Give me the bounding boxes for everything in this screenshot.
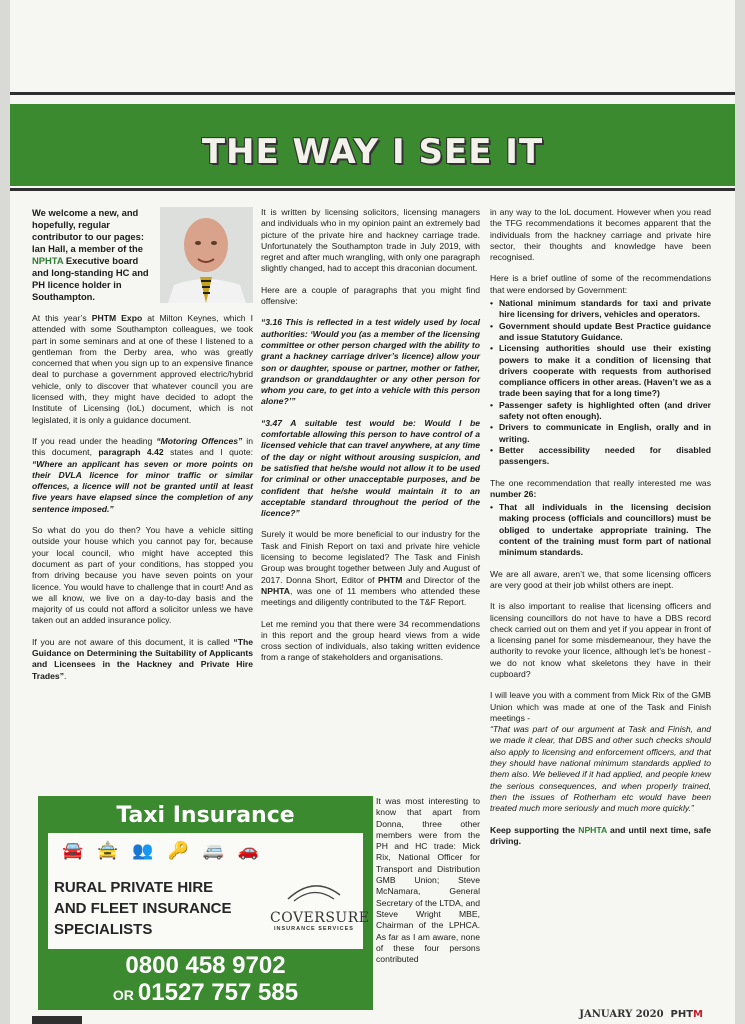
key-icon: 🔑: [167, 841, 189, 860]
col1-paragraph-2: If you read under the heading “Motoring Offences” in this document, paragraph 4.42 states and I quote: “Where an applicant has seven or more points on their DVLA licence for minor traffic or similar offences, a licence will not be granted until at least five years have elapsed since the completion of any sentence imposed.”: [32, 435, 254, 514]
title-rule: [10, 188, 735, 191]
logo-name: COVERSURE: [270, 910, 370, 926]
car-small-icon: 🚗: [237, 841, 260, 860]
col3-paragraph-1: in any way to the IoL document. However when you read the TFG recommendations it becomes apparent that the individuals from the hackney carriage and private hire sector, their thoughts and knowledge have been recognised.: [490, 207, 711, 263]
taxi-icon: 🚖: [97, 841, 119, 860]
column-1: [32, 207, 253, 692]
page-title: THE WAY I SEE IT: [201, 132, 544, 172]
people-icon: 👥: [132, 841, 154, 860]
col2-paragraph-1: It is written by licensing solicitors, licensing managers and individuals who in my opinion paint an extremely bad picture of the private hire and hackney carriage trade. Unfortunately the Southampton trade in July 2019, with regret and after much wrangling, with only one paragraph slightly changed, had to accept this draconian document.: [261, 207, 480, 274]
ad-line-3: SPECIALISTS: [54, 921, 153, 938]
intro-paragraph: We welcome a new, and hopefully, regular contributor to our pages: Ian Hall, a member of the NPHTA Executive board and long-standing HC and PH licence holder in Southampton.: [32, 207, 149, 302]
ad-phone-2: OR 01527 757 585: [112, 979, 299, 1006]
col3-paragraph-4: We are all aware, aren’t we, that some licensing officers are very good at their job whilst others are inept.: [490, 568, 711, 590]
list-item: • Better accessibility needed for disabled passengers.: [499, 445, 711, 468]
ad-content-box: [48, 833, 370, 949]
top-rule: [10, 92, 735, 95]
list-item: • Government should update Best Practice guidance and issue Statutory Guidance.: [499, 321, 711, 344]
coversure-logo: [270, 881, 370, 932]
col2-paragraph-4: Let me remind you that there were 34 recommendations in this report and the group heard views from a wide cross section of individuals, also taking written evidence from a range of stakeholders and organisations.: [261, 618, 480, 663]
mick-rix-quote: “That was part of our argument at Task and Finish, and we made it clear, that DBS and other such checks should also apply to licensing and enforcement officers, and that they should have national minimum standards applied to them also. We believed if it had applied, and people knew the serious consequences, and when properly trained, then the issues of Rotherham etc would have been treated much more seriously and much more quickly.”: [490, 724, 711, 814]
vehicle-icons: [62, 839, 353, 863]
col1-paragraph-4: If you are not aware of this document, it is called “The Guidance on Determining the Suitability of Applicants and Licensees in the Hackney and Private Hire Trades”.: [32, 636, 253, 681]
closing-paragraph: Keep supporting the NPHTA and until next time, safe driving.: [490, 824, 711, 846]
recommendation-26-list: [490, 502, 711, 558]
col2-paragraph-2: Here are a couple of paragraphs that you might find offensive:: [261, 284, 480, 307]
quote-3-16: “3.16 This is reflected in a test widely used by local authorities: ‘Would you (as a member of the licensing committee or other person charged with the ability to grant a hackney carriage driver’s licence) allow your son or daughter, spouse or partner, mother or father, grandson or granddaughter or any other person for whom you care, to get into a vehicle with this person alone?’”: [261, 317, 480, 407]
ad-tagline: [54, 877, 232, 940]
ad-phone-1: 0800 458 9702: [125, 952, 286, 979]
list-item: • That all individuals in the licensing decision making process (officials and councillors) must be obliged to undertake appropriate training. The content of the training must form part of national minimum standards.: [499, 502, 711, 558]
footer: JANUARY 2020 PHTM: [579, 1009, 703, 1020]
logo-swoosh-icon: [284, 881, 344, 905]
list-item: • Drivers to communicate in English, orally and in writing.: [499, 422, 711, 445]
car-icon: 🚘: [62, 841, 84, 860]
col3-paragraph-3: The one recommendation that really interested me was number 26:: [490, 477, 711, 499]
magazine-page: [10, 0, 735, 1024]
author-photo-icon: [160, 207, 253, 303]
col2-paragraph-3: Surely it would be more beneficial to our industry for the Task and Finish Report on taxi and private hire vehicle licensing to become legislated? The Task and Finish Group was brought together between July and August of 2017. Donna Short, Editor of PHTM and Director of the NPHTA, was one of 11 members who attended these meetings and diligently contributed to the T&F Report.: [261, 529, 480, 608]
recommendations-list: [490, 298, 711, 467]
list-item: • National minimum standards for taxi and private hire licensing for drivers, vehicles and operators.: [499, 298, 711, 321]
ad-title: Taxi Insurance: [116, 803, 295, 828]
taxi-insurance-ad: [38, 796, 373, 1010]
page-number-bar: [32, 1016, 82, 1024]
ad-line-2: AND FLEET INSURANCE: [54, 900, 232, 917]
column-3: [490, 207, 711, 857]
col3-paragraph-6: I will leave you with a comment from Mick Rix of the GMB Union which was made at one of the Task and Finish meetings -: [490, 690, 711, 723]
col1-paragraph-1: At this year’s PHTM Expo at Milton Keynes, which I attended with some Southampton colleagues, we took part in some seminars and at one of these I listened to a gentleman from the Derby area, who was greatly concerned that when you sign up to an expensive finance deal to purchase a government approved electric/hybrid vehicle, only to discover that whatever council you are licensed with, they might have decided to adopt the Institute of Licensing (IoL) document, which is not legislated, it is only a guidance document.: [32, 313, 253, 425]
minibus-icon: 🚐: [202, 841, 224, 860]
column-2-lower: [376, 796, 480, 975]
ad-line-1: RURAL PRIVATE HIRE: [54, 879, 214, 896]
col3-paragraph-5: It is also important to realise that licensing officers and licensing councillors do not have to have a DBS record check carried out on them and yet if you appear in front of a licensing panel for some misdemeanour, they have the authority to revoke your licence, although let’s be honest - we do not know what skeletons they have in their cupboard?: [490, 601, 711, 679]
author-portrait: [160, 207, 253, 303]
col3-paragraph-2: Here is a brief outline of some of the recommendations that were endorsed by Government:: [490, 273, 711, 295]
column-2: [261, 207, 480, 674]
col1-paragraph-3: So what do you do then? You have a vehicle sitting outside your house which you cannot pay for, because your local council, who might have accepted this document as part of your conditions, has stopped you from driving because you have seven points on your licence. You would have to challenge that in court! And as we all know, we live on a day-to-day basis and the majority of us could not afford a solicitor unless we have taken out an added insurance policy.: [32, 525, 253, 626]
list-item: • Licensing authorities should use their existing powers to make it a condition of licensing that drivers cooperate with requests from authorised compliance officers in other areas. (Haven’t we as a trade been saying that for a long time?): [499, 343, 711, 399]
list-item: • Passenger safety is highlighted often (and driver safety not often enough).: [499, 400, 711, 423]
quote-3-47: “3.47 A suitable test would be: Would I be comfortable allowing this person to have control of a licensed vehicle that can travel anywhere, at any time of the day or night without arousing suspicion, and be satisfied that he/she would not allow it to be used for criminal or other unacceptable purposes, and be confident that he/she would maintain it to an acceptable standard throughout the period of the licence?”: [261, 417, 480, 519]
logo-subtitle: INSURANCE SERVICES: [274, 926, 354, 932]
col2b-paragraph-1: It was most interesting to know that apart from Donna, three other members were from the PH and HC trade: Mick Rix, National Officer for Transport and Distribution GMB Union; Steve McNamara, General Secretary of the LTDA, and Steve Wright MBE, Chairman of the LPHCA. As far as I am aware, none of these four persons contributed: [376, 796, 480, 965]
